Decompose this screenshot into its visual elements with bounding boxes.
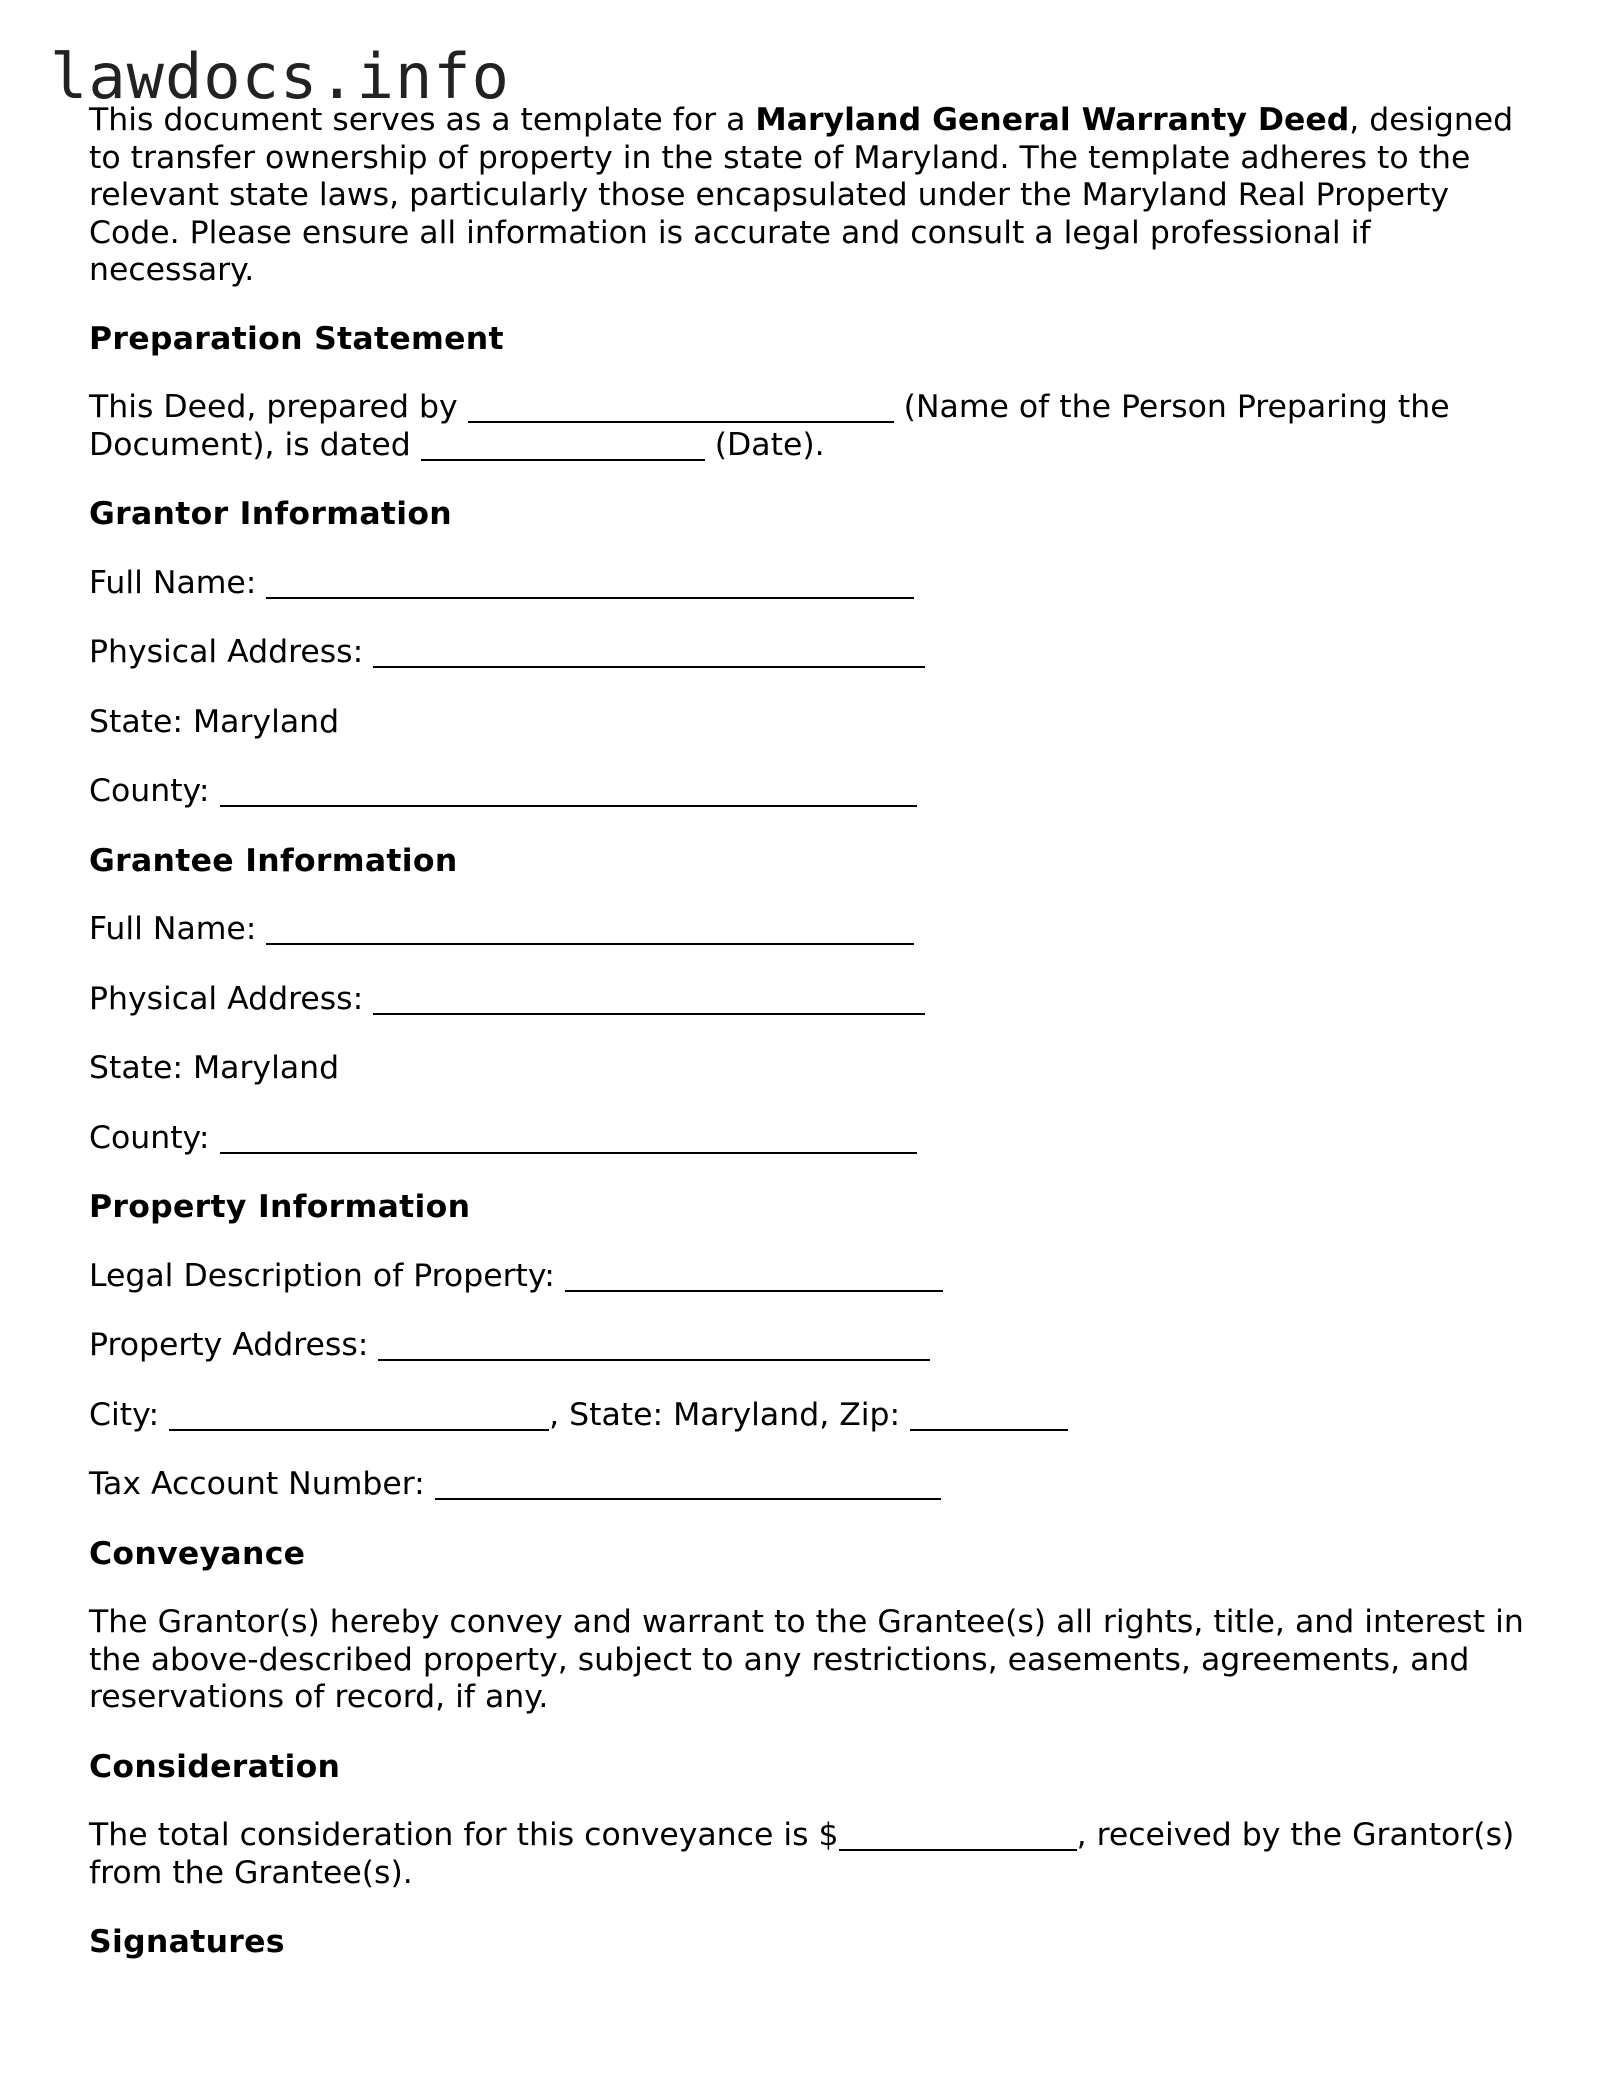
intro-suffix: , designed to transfer ownership of property in the state of Maryland. The template adheres to the relevant state laws, particularly those encapsulated under the Maryland Real Property Code. Please ensure all information is accurate and consult a legal professional if necessary. bbox=[89, 102, 1514, 288]
property-address-field[interactable] bbox=[378, 1331, 930, 1361]
conveyance-text: The Grantor(s) hereby convey and warrant to the Grantee(s) all rights, title, and interest in the above-described property, subject to any restrictions, easements, agreements, and reservations of record, if any. bbox=[89, 1604, 1524, 1715]
date-field[interactable] bbox=[421, 431, 705, 461]
consideration-text-2: , received by the Grantor(s) from the Grantee(s). bbox=[89, 1817, 1515, 1891]
grantor-county-field[interactable] bbox=[220, 777, 917, 807]
intro-deed-title: Maryland General Warranty Deed bbox=[755, 102, 1350, 138]
consideration-heading: Consideration bbox=[89, 1748, 341, 1785]
grantee-address-field[interactable] bbox=[373, 985, 925, 1015]
grantor-state: State: Maryland bbox=[89, 703, 340, 740]
legal-description-row bbox=[89, 1258, 1539, 1296]
conveyance-heading: Conveyance bbox=[89, 1535, 306, 1572]
state-zip-text: , State: Maryland, Zip: bbox=[549, 1396, 901, 1433]
property-heading: Property Information bbox=[89, 1189, 471, 1225]
grantor-address-field[interactable] bbox=[373, 638, 925, 668]
grantee-county-row bbox=[89, 1120, 1539, 1158]
tax-account-row bbox=[89, 1466, 1539, 1504]
grantor-full-name-row bbox=[89, 565, 1539, 603]
grantor-address-label: Physical Address: bbox=[89, 634, 364, 670]
watermark-logo: lawdocs.info bbox=[50, 40, 510, 113]
grantee-county-label: County: bbox=[89, 1119, 210, 1156]
consideration-amount-field[interactable] bbox=[839, 1821, 1077, 1851]
grantee-full-name-row bbox=[89, 911, 1539, 949]
property-address-label: Property Address: bbox=[89, 1327, 369, 1363]
signatures-heading: Signatures bbox=[89, 1924, 285, 1960]
grantor-address-row bbox=[89, 634, 1539, 672]
preparation-text-1: This Deed, prepared by bbox=[89, 389, 458, 425]
city-label: City: bbox=[89, 1396, 160, 1433]
legal-description-label: Legal Description of Property: bbox=[89, 1257, 555, 1294]
property-address-row bbox=[89, 1327, 1539, 1365]
preparer-name-field[interactable] bbox=[468, 393, 894, 423]
grantee-full-name-label: Full Name: bbox=[89, 911, 257, 947]
legal-description-field[interactable] bbox=[565, 1262, 943, 1292]
grantor-county-label: County: bbox=[89, 773, 210, 809]
grantor-heading: Grantor Information bbox=[89, 496, 452, 532]
document-body bbox=[89, 102, 1539, 1993]
grantee-full-name-field[interactable] bbox=[266, 915, 914, 945]
city-field[interactable] bbox=[169, 1401, 549, 1431]
tax-account-label: Tax Account Number: bbox=[89, 1466, 425, 1502]
intro-prefix: This document serves as a template for a bbox=[89, 102, 756, 138]
preparation-text-3: (Date). bbox=[714, 426, 825, 463]
tax-account-field[interactable] bbox=[435, 1470, 941, 1500]
grantee-county-field[interactable] bbox=[220, 1124, 917, 1154]
preparation-text-2: (Name of the Person Preparing the Document), is dated bbox=[89, 389, 1450, 463]
grantor-full-name-field[interactable] bbox=[266, 569, 914, 599]
zip-field[interactable] bbox=[910, 1401, 1068, 1431]
city-state-zip-row bbox=[89, 1397, 1539, 1435]
grantor-full-name-label: Full Name: bbox=[89, 564, 257, 601]
grantee-address-label: Physical Address: bbox=[89, 980, 364, 1017]
consideration-text-1: The total consideration for this conveyance is $ bbox=[89, 1817, 839, 1853]
consideration-row bbox=[89, 1817, 1539, 1892]
grantee-state: State: Maryland bbox=[89, 1050, 340, 1086]
grantee-heading: Grantee Information bbox=[89, 842, 458, 879]
preparation-statement bbox=[89, 389, 1539, 464]
grantor-county-row bbox=[89, 773, 1539, 811]
grantee-address-row bbox=[89, 981, 1539, 1019]
intro-paragraph bbox=[89, 102, 1539, 290]
preparation-heading: Preparation Statement bbox=[89, 320, 504, 357]
